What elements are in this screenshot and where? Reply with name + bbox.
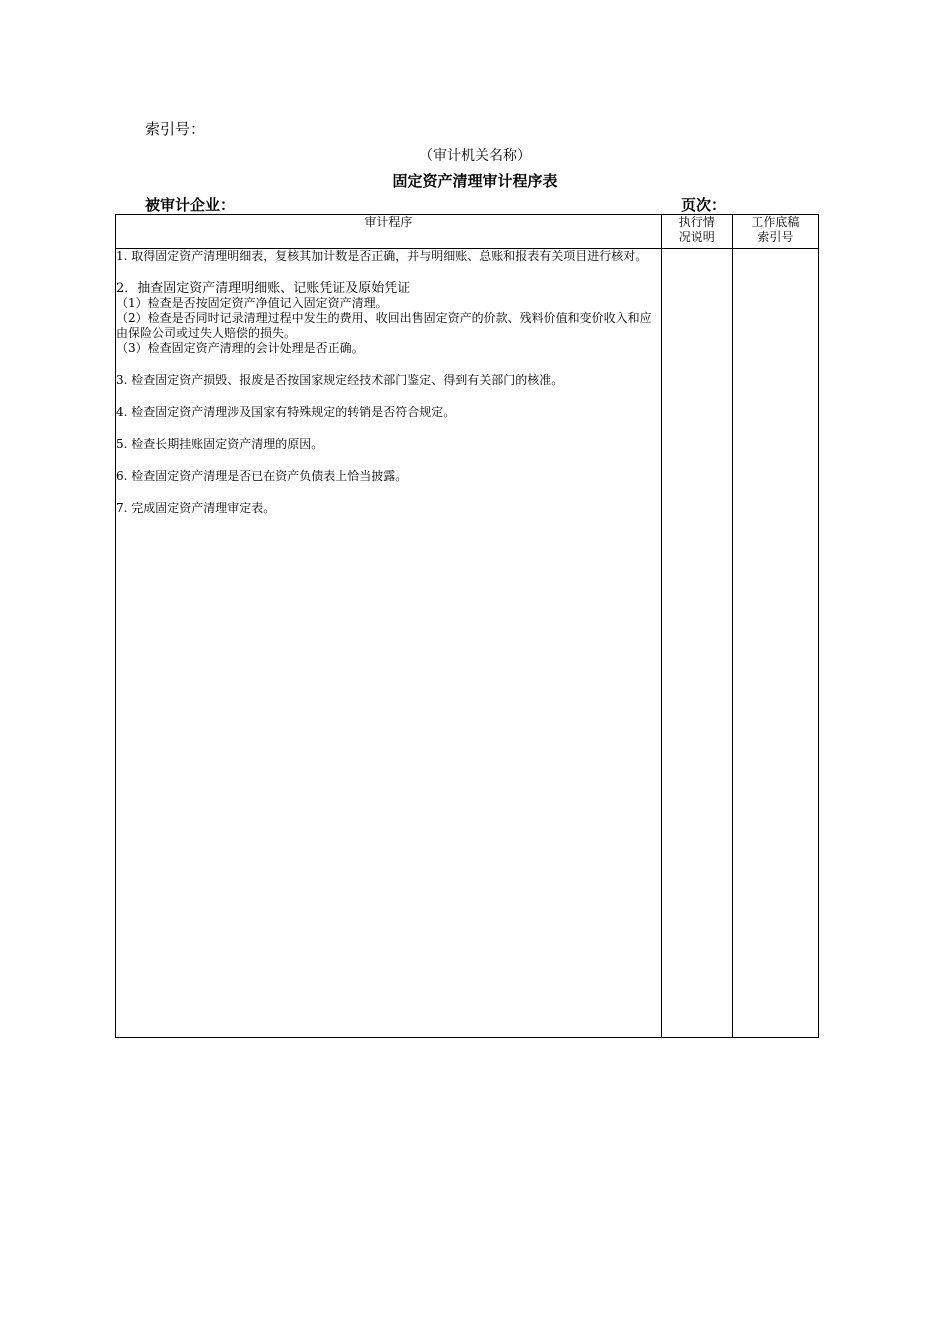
header-execution-notes xyxy=(661,215,732,249)
procedure-step-4: 4. 检查固定资产清理涉及国家有特殊规定的转销是否符合规定。 xyxy=(116,405,456,419)
procedure-step-1: 1. 取得固定资产清理明细表，复核其加计数是否正确，并与明细账、总账和报表有关项目进行核对。 xyxy=(116,249,648,263)
workpaper-index-cell xyxy=(732,249,818,1038)
execution-notes-cell xyxy=(661,249,732,1038)
procedure-step-5: 5. 检查长期挂账固定资产清理的原因。 xyxy=(116,437,324,451)
procedure-step-2-3: （3）检查固定资产清理的会计处理是否正确。 xyxy=(116,341,364,355)
table-row xyxy=(116,249,819,1038)
header-workpaper-index xyxy=(732,215,818,249)
audit-agency-name: （审计机关名称） xyxy=(419,148,531,164)
procedure-step-2-2: （2）检查是否同时记录清理过程中发生的费用、收回出售固定资产的价款、残料价值和变价收入和应由保险公司或过失人赔偿的损失。 xyxy=(116,311,652,340)
header-audit-procedure: 审计程序 xyxy=(116,215,662,249)
audit-program-table xyxy=(115,214,819,1038)
procedure-cell xyxy=(116,249,662,1038)
procedure-step-6: 6. 检查固定资产清理是否已在资产负债表上恰当披露。 xyxy=(116,469,408,483)
header-execution-notes-line1: 执行情 xyxy=(678,215,715,229)
procedure-step-2: 2．抽查固定资产清理明细账、记账凭证及原始凭证 xyxy=(116,281,411,296)
table-header-row xyxy=(116,215,819,249)
index-number-label: 索引号： xyxy=(145,120,206,138)
procedure-step-7: 7. 完成固定资产清理审定表。 xyxy=(116,501,276,515)
header-workpaper-index-line1: 工作底稿 xyxy=(751,215,800,229)
header-workpaper-index-line2: 索引号 xyxy=(757,230,794,244)
page-number-label: 页次： xyxy=(681,196,727,214)
auditee-label: 被审计企业： xyxy=(145,196,236,214)
procedure-step-3: 3. 检查固定资产损毁、报废是否按国家规定经技术部门鉴定、得到有关部门的核准。 xyxy=(116,373,564,387)
document-title: 固定资产清理审计程序表 xyxy=(392,172,558,190)
header-execution-notes-line2: 况说明 xyxy=(678,230,715,244)
procedure-step-2-1: （1）检查是否按固定资产净值记入固定资产清理。 xyxy=(116,296,388,310)
